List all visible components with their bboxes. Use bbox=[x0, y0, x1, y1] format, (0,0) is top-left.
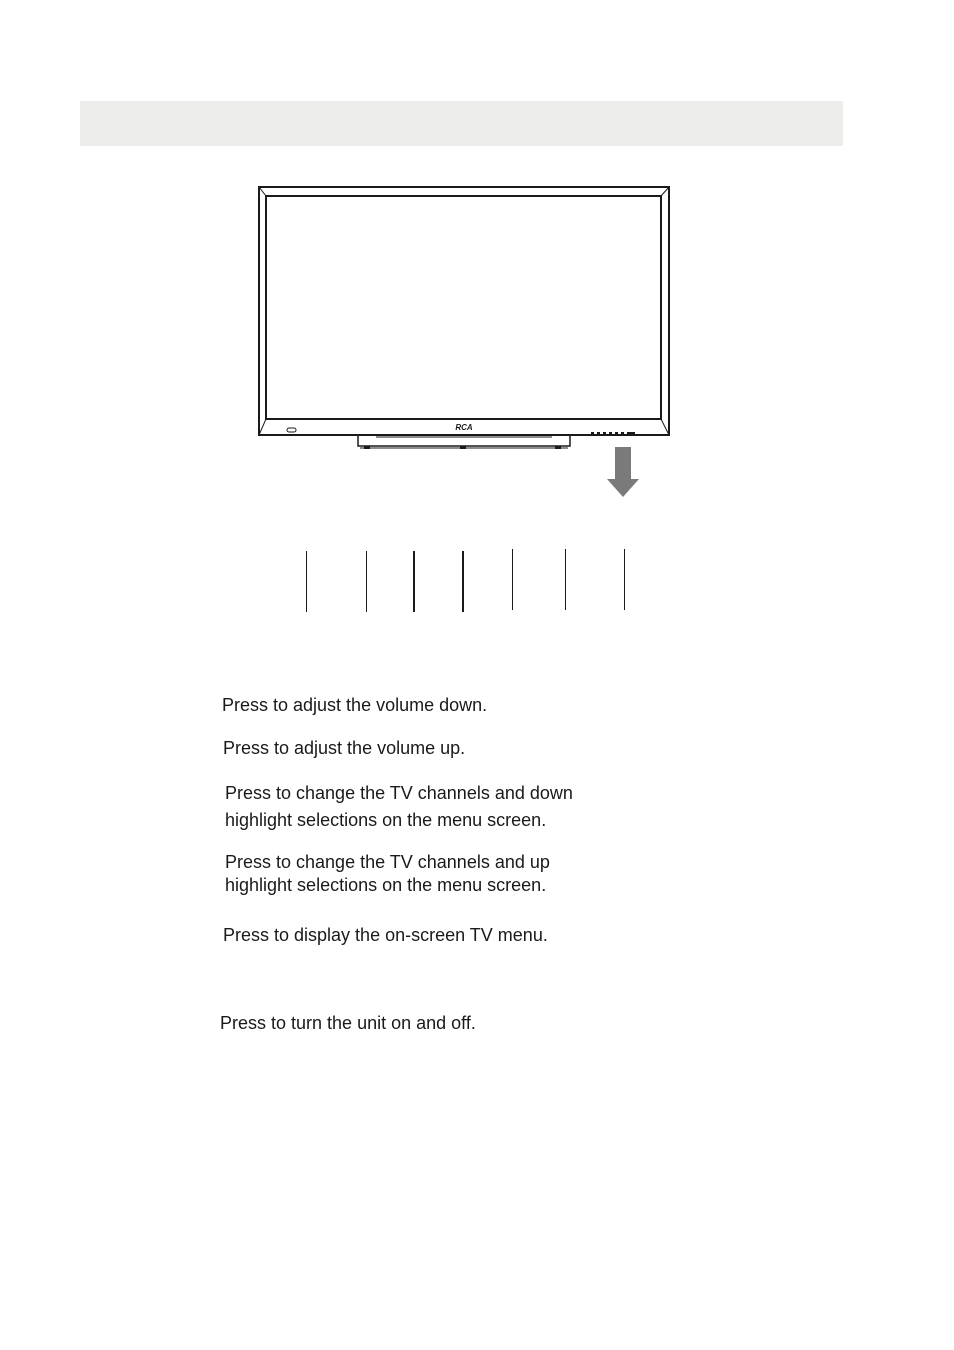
tv-screen bbox=[266, 196, 661, 419]
stand-foot-mid bbox=[460, 446, 466, 449]
control-button-4 bbox=[609, 432, 612, 435]
tv-outer-bezel bbox=[259, 187, 669, 435]
control-button-3 bbox=[603, 432, 606, 435]
tv-brand-logo: RCA bbox=[455, 423, 473, 432]
stand-foot-left bbox=[364, 446, 370, 449]
stand-foot-right bbox=[555, 446, 561, 449]
channel-up-description-line2: highlight selections on the menu screen. bbox=[225, 875, 547, 895]
control-button-5 bbox=[615, 432, 618, 435]
volume-down-description: Press to adjust the volume down. bbox=[222, 695, 488, 715]
power-description: Press to turn the unit on and off. bbox=[220, 1013, 476, 1033]
bezel-bevel-bl bbox=[259, 419, 266, 435]
volume-up-description: Press to adjust the volume up. bbox=[223, 738, 466, 758]
channel-up-description-line1: Press to change the TV channels and up bbox=[225, 852, 550, 872]
control-button-1 bbox=[591, 432, 594, 435]
bezel-bevel-br bbox=[661, 419, 669, 435]
down-arrow-icon bbox=[607, 447, 639, 497]
bezel-bevel-tl bbox=[259, 187, 266, 196]
channel-down-description-line2: highlight selections on the menu screen. bbox=[225, 810, 547, 830]
power-indicator-led bbox=[287, 428, 296, 432]
menu-description: Press to display the on-screen TV menu. bbox=[223, 925, 548, 945]
bezel-bevel-tr bbox=[661, 187, 669, 196]
channel-down-description-line1: Press to change the TV channels and down bbox=[225, 783, 573, 803]
control-button-2 bbox=[597, 432, 600, 435]
control-button-7 bbox=[627, 432, 635, 435]
control-button-6 bbox=[621, 432, 624, 435]
